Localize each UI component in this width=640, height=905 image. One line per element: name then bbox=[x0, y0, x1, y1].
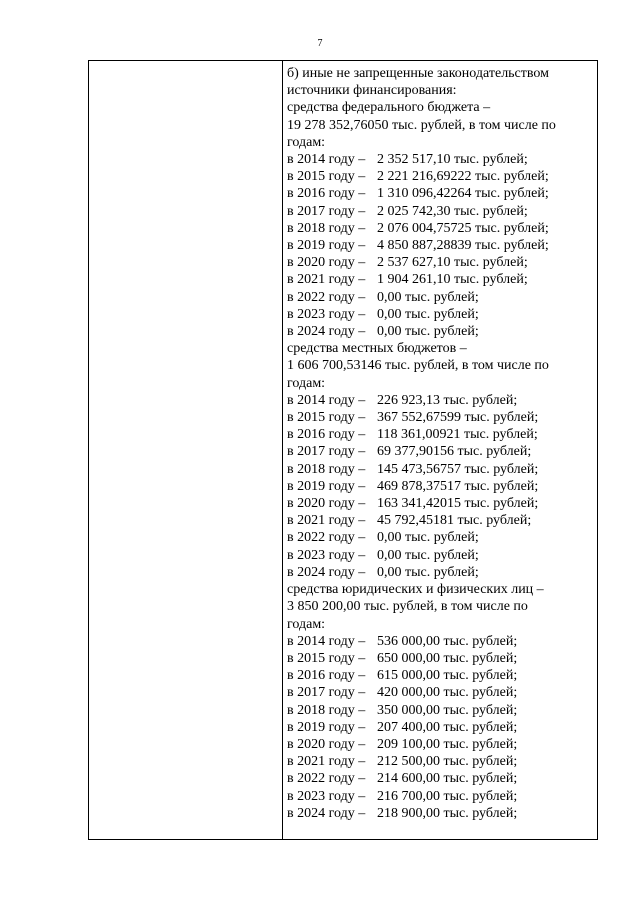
intro-line: источники финансирования: bbox=[287, 83, 457, 99]
year-amount: 2 352 517,10 тыс. рублей; bbox=[377, 152, 528, 168]
section-total-continuation: годам: bbox=[287, 616, 326, 632]
section-heading: средства юридических и физических лиц – bbox=[287, 582, 544, 598]
section-total: 1 606 700,53146 тыс. рублей, в том числе по bbox=[287, 358, 549, 374]
year-row bbox=[287, 702, 593, 719]
year-label: в 2016 году – bbox=[287, 186, 366, 202]
year-amount: 214 600,00 тыс. рублей; bbox=[377, 771, 518, 787]
year-row bbox=[287, 443, 593, 460]
section-total-continuation: годам: bbox=[287, 375, 326, 391]
year-amount: 367 552,67599 тыс. рублей; bbox=[377, 410, 539, 426]
year-amount: 1 310 096,42264 тыс. рублей; bbox=[377, 186, 549, 202]
year-amount: 420 000,00 тыс. рублей; bbox=[377, 685, 518, 701]
year-row bbox=[287, 185, 593, 202]
year-row bbox=[287, 547, 593, 564]
year-row bbox=[287, 684, 593, 701]
year-row bbox=[287, 237, 593, 254]
year-label: в 2019 году – bbox=[287, 238, 366, 254]
year-amount: 218 900,00 тыс. рублей; bbox=[377, 805, 518, 821]
year-amount: 0,00 тыс. рублей; bbox=[377, 289, 479, 305]
year-row bbox=[287, 478, 593, 495]
year-row bbox=[287, 650, 593, 667]
year-amount: 118 361,00921 тыс. рублей; bbox=[377, 427, 538, 443]
year-label: в 2016 году – bbox=[287, 668, 366, 684]
year-row bbox=[287, 271, 593, 288]
year-label: в 2018 году – bbox=[287, 461, 366, 477]
year-label: в 2019 году – bbox=[287, 478, 366, 494]
year-row bbox=[287, 426, 593, 443]
year-amount: 0,00 тыс. рублей; bbox=[377, 324, 479, 340]
year-label: в 2020 году – bbox=[287, 255, 366, 271]
year-label: в 2023 году – bbox=[287, 306, 366, 322]
year-amount: 2 025 742,30 тыс. рублей; bbox=[377, 203, 528, 219]
year-amount: 469 878,37517 тыс. рублей; bbox=[377, 478, 539, 494]
year-label: в 2015 году – bbox=[287, 410, 366, 426]
year-label: в 2021 году – bbox=[287, 513, 366, 529]
year-label: в 2017 году – bbox=[287, 203, 366, 219]
funding-sources-cell bbox=[287, 65, 593, 822]
year-row bbox=[287, 306, 593, 323]
year-amount: 0,00 тыс. рублей; bbox=[377, 306, 479, 322]
year-label: в 2018 году – bbox=[287, 702, 366, 718]
year-label: в 2024 году – bbox=[287, 324, 366, 340]
year-label: в 2021 году – bbox=[287, 272, 366, 288]
year-row bbox=[287, 220, 593, 237]
section-total-continuation: годам: bbox=[287, 134, 326, 150]
year-amount: 350 000,00 тыс. рублей; bbox=[377, 702, 518, 718]
year-label: в 2022 году – bbox=[287, 530, 366, 546]
year-row bbox=[287, 495, 593, 512]
intro-line: б) иные не запрещенные законодательством bbox=[287, 66, 550, 81]
year-row bbox=[287, 289, 593, 306]
year-amount: 69 377,90156 тыс. рублей; bbox=[377, 444, 532, 460]
funding-sections bbox=[287, 99, 593, 822]
year-amount: 536 000,00 тыс. рублей; bbox=[377, 633, 518, 649]
year-row bbox=[287, 633, 593, 650]
year-label: в 2014 году – bbox=[287, 392, 366, 408]
year-label: в 2018 году – bbox=[287, 220, 366, 236]
year-amount: 2 221 216,69222 тыс. рублей; bbox=[377, 169, 549, 185]
year-amount: 2 076 004,75725 тыс. рублей; bbox=[377, 220, 549, 236]
year-row bbox=[287, 805, 593, 822]
year-label: в 2014 году – bbox=[287, 152, 366, 168]
year-row bbox=[287, 719, 593, 736]
year-row bbox=[287, 770, 593, 787]
year-label: в 2015 году – bbox=[287, 650, 366, 666]
year-row bbox=[287, 461, 593, 478]
year-row bbox=[287, 512, 593, 529]
year-label: в 2014 году – bbox=[287, 633, 366, 649]
year-label: в 2024 году – bbox=[287, 805, 366, 821]
year-label: в 2017 году – bbox=[287, 444, 366, 460]
section-total: 19 278 352,76050 тыс. рублей, в том числе по bbox=[287, 117, 556, 133]
year-amount: 615 000,00 тыс. рублей; bbox=[377, 668, 518, 684]
year-label: в 2021 году – bbox=[287, 754, 366, 770]
year-amount: 209 100,00 тыс. рублей; bbox=[377, 736, 518, 752]
year-amount: 145 473,56757 тыс. рублей; bbox=[377, 461, 539, 477]
year-row bbox=[287, 168, 593, 185]
year-amount: 163 341,42015 тыс. рублей; bbox=[377, 496, 539, 512]
year-label: в 2015 году – bbox=[287, 169, 366, 185]
year-amount: 45 792,45181 тыс. рублей; bbox=[377, 513, 532, 529]
funding-table bbox=[88, 60, 598, 840]
year-label: в 2024 году – bbox=[287, 564, 366, 580]
year-amount: 2 537 627,10 тыс. рублей; bbox=[377, 255, 528, 271]
year-label: в 2020 году – bbox=[287, 496, 366, 512]
column-divider bbox=[282, 61, 283, 839]
section-heading: средства местных бюджетов – bbox=[287, 341, 467, 357]
year-label: в 2017 году – bbox=[287, 685, 366, 701]
year-amount: 0,00 тыс. рублей; bbox=[377, 530, 479, 546]
year-row bbox=[287, 667, 593, 684]
year-label: в 2020 году – bbox=[287, 736, 366, 752]
year-label: в 2023 году – bbox=[287, 547, 366, 563]
year-label: в 2023 году – bbox=[287, 788, 366, 804]
year-row bbox=[287, 392, 593, 409]
year-row bbox=[287, 529, 593, 546]
year-row bbox=[287, 254, 593, 271]
year-row bbox=[287, 736, 593, 753]
year-amount: 212 500,00 тыс. рублей; bbox=[377, 754, 518, 770]
year-label: в 2016 году – bbox=[287, 427, 366, 443]
year-label: в 2022 году – bbox=[287, 771, 366, 787]
year-row bbox=[287, 753, 593, 770]
page-number: 7 bbox=[317, 38, 323, 49]
year-amount: 226 923,13 тыс. рублей; bbox=[377, 392, 518, 408]
year-row bbox=[287, 564, 593, 581]
year-label: в 2022 году – bbox=[287, 289, 366, 305]
year-row bbox=[287, 323, 593, 340]
year-amount: 650 000,00 тыс. рублей; bbox=[377, 650, 518, 666]
year-label: в 2019 году – bbox=[287, 719, 366, 735]
year-row bbox=[287, 151, 593, 168]
section-total: 3 850 200,00 тыс. рублей, в том числе по bbox=[287, 599, 528, 615]
year-row bbox=[287, 409, 593, 426]
year-row bbox=[287, 203, 593, 220]
year-amount: 0,00 тыс. рублей; bbox=[377, 564, 479, 580]
year-amount: 1 904 261,10 тыс. рублей; bbox=[377, 272, 528, 288]
year-amount: 4 850 887,28839 тыс. рублей; bbox=[377, 238, 549, 254]
section-heading: средства федерального бюджета – bbox=[287, 100, 491, 116]
year-amount: 207 400,00 тыс. рублей; bbox=[377, 719, 518, 735]
year-row bbox=[287, 788, 593, 805]
year-amount: 216 700,00 тыс. рублей; bbox=[377, 788, 518, 804]
year-amount: 0,00 тыс. рублей; bbox=[377, 547, 479, 563]
